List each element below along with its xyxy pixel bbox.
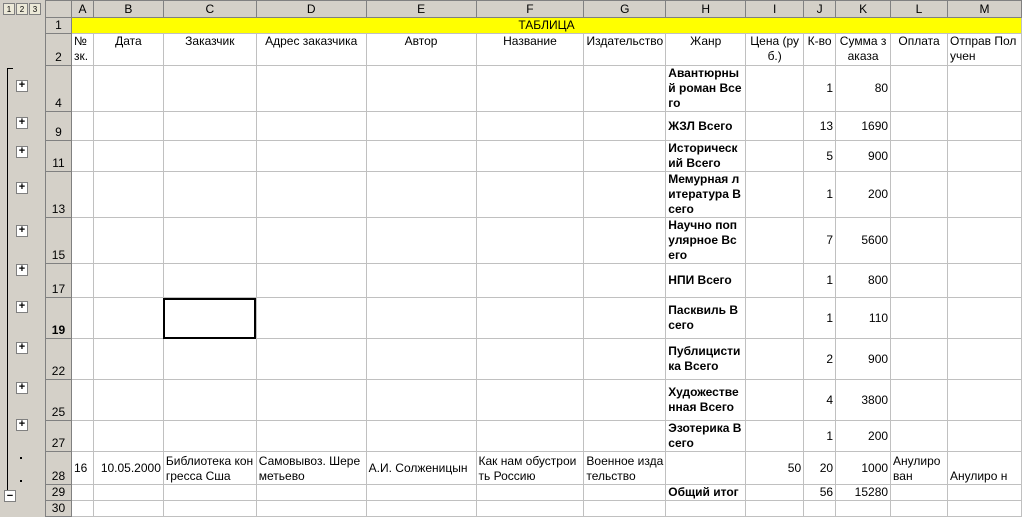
cell[interactable] <box>584 66 666 112</box>
cell[interactable] <box>746 66 804 112</box>
row-header[interactable]: 22 <box>46 339 72 380</box>
cell[interactable] <box>93 485 163 501</box>
cell[interactable] <box>584 112 666 141</box>
sum-subtotal[interactable]: 200 <box>836 421 891 452</box>
cell[interactable] <box>71 501 93 517</box>
row-header[interactable]: 15 <box>46 218 72 264</box>
cell[interactable] <box>366 485 476 501</box>
genre-subtotal-label[interactable]: Мемурная литература Всего <box>666 172 746 218</box>
row-header[interactable]: 17 <box>46 264 72 298</box>
table-title-cell[interactable]: ТАБЛИЦА <box>71 18 1021 34</box>
row-header[interactable]: 27 <box>46 421 72 452</box>
expand-group-button[interactable]: + <box>16 182 28 194</box>
sum-subtotal[interactable]: 3800 <box>836 380 891 421</box>
cell[interactable] <box>891 380 948 421</box>
cell[interactable] <box>93 112 163 141</box>
cell[interactable] <box>746 172 804 218</box>
header-cell-customer[interactable]: Заказчик <box>163 34 256 66</box>
header-cell-date[interactable]: Дата <box>93 34 163 66</box>
grand-total-sum[interactable]: 15280 <box>836 485 891 501</box>
cell[interactable] <box>163 66 256 112</box>
cell[interactable] <box>163 339 256 380</box>
column-header-j[interactable]: J <box>804 1 836 18</box>
expand-group-button[interactable]: + <box>16 225 28 237</box>
cell[interactable] <box>476 380 584 421</box>
cell[interactable] <box>584 339 666 380</box>
cell[interactable] <box>71 339 93 380</box>
cell[interactable] <box>71 421 93 452</box>
genre-subtotal-label[interactable]: Авантюрный роман Всего <box>666 66 746 112</box>
sum-subtotal[interactable]: 900 <box>836 339 891 380</box>
select-all-corner[interactable] <box>46 1 72 18</box>
customer-cell[interactable]: Библиотека конгресса Сша <box>163 452 256 485</box>
cell[interactable] <box>71 172 93 218</box>
cell[interactable] <box>256 501 366 517</box>
header-cell-sum[interactable]: Сумма заказа <box>836 34 891 66</box>
row-header[interactable]: 2 <box>46 34 72 66</box>
cell[interactable] <box>947 66 1021 112</box>
cell[interactable] <box>476 141 584 172</box>
cell[interactable] <box>93 339 163 380</box>
row-header[interactable]: 19 <box>46 298 72 339</box>
grand-total-label[interactable]: Общий итог <box>666 485 746 501</box>
cell[interactable] <box>891 66 948 112</box>
outline-bracket <box>7 68 13 492</box>
cell[interactable] <box>366 66 476 112</box>
qty-subtotal[interactable]: 2 <box>804 339 836 380</box>
header-cell-price[interactable]: Цена (руб.) <box>746 34 804 66</box>
cell[interactable] <box>584 421 666 452</box>
cell[interactable] <box>891 218 948 264</box>
qty-subtotal[interactable]: 1 <box>804 421 836 452</box>
cell[interactable] <box>947 380 1021 421</box>
sum-subtotal[interactable]: 5600 <box>836 218 891 264</box>
price-cell[interactable]: 50 <box>746 452 804 485</box>
qty-subtotal[interactable]: 1 <box>804 172 836 218</box>
row-header[interactable]: 28 <box>46 452 72 485</box>
cell[interactable] <box>71 141 93 172</box>
cell[interactable] <box>584 141 666 172</box>
outline-dot <box>20 480 22 482</box>
cell[interactable] <box>93 501 163 517</box>
cell[interactable] <box>746 501 804 517</box>
cell[interactable] <box>947 421 1021 452</box>
cell[interactable] <box>666 452 746 485</box>
book-title-cell[interactable]: Как нам обустроить Россию <box>476 452 584 485</box>
sum-subtotal[interactable]: 80 <box>836 66 891 112</box>
expand-group-button[interactable]: + <box>16 301 28 313</box>
cell[interactable] <box>836 501 891 517</box>
qty-subtotal[interactable]: 7 <box>804 218 836 264</box>
cell[interactable] <box>71 66 93 112</box>
header-cell-address[interactable]: Адрес заказчика <box>256 34 366 66</box>
header-cell-no[interactable]: № зк. <box>71 34 93 66</box>
column-header-b[interactable]: B <box>93 1 163 18</box>
cell[interactable] <box>366 501 476 517</box>
cell[interactable] <box>584 485 666 501</box>
cell[interactable] <box>256 66 366 112</box>
column-header-a[interactable]: A <box>71 1 93 18</box>
cell[interactable] <box>947 141 1021 172</box>
cell[interactable] <box>256 339 366 380</box>
column-header-g[interactable]: G <box>584 1 666 18</box>
selected-cell[interactable] <box>163 298 256 339</box>
row-header[interactable]: 4 <box>46 66 72 112</box>
outline-dot <box>20 457 22 459</box>
cell[interactable] <box>476 66 584 112</box>
outline-pane <box>0 0 46 506</box>
cell[interactable] <box>93 298 163 339</box>
cell[interactable] <box>891 298 948 339</box>
qty-subtotal[interactable]: 1 <box>804 298 836 339</box>
expand-group-button[interactable]: + <box>16 80 28 92</box>
cell[interactable] <box>366 298 476 339</box>
outline-level-2-button[interactable]: 2 <box>16 3 28 15</box>
cell[interactable] <box>746 380 804 421</box>
cell[interactable] <box>891 141 948 172</box>
cell[interactable] <box>71 380 93 421</box>
cell[interactable] <box>746 141 804 172</box>
genre-subtotal-label[interactable]: Историческ ий Всего <box>666 141 746 172</box>
expand-group-button[interactable]: + <box>16 146 28 158</box>
column-header-k[interactable]: K <box>836 1 891 18</box>
cell[interactable] <box>163 421 256 452</box>
cell[interactable] <box>584 380 666 421</box>
cell[interactable] <box>366 141 476 172</box>
qty-subtotal[interactable]: 5 <box>804 141 836 172</box>
cell[interactable] <box>947 339 1021 380</box>
expand-group-button[interactable]: + <box>16 264 28 276</box>
cell[interactable] <box>256 421 366 452</box>
cell[interactable] <box>366 421 476 452</box>
genre-subtotal-label[interactable]: Эзотерика Всего <box>666 421 746 452</box>
cell[interactable] <box>666 501 746 517</box>
cell[interactable] <box>71 112 93 141</box>
cell[interactable] <box>163 172 256 218</box>
cell[interactable] <box>947 218 1021 264</box>
cell[interactable] <box>93 66 163 112</box>
grand-total-qty[interactable]: 56 <box>804 485 836 501</box>
column-header-d[interactable]: D <box>256 1 366 18</box>
cell[interactable] <box>584 298 666 339</box>
qty-subtotal[interactable]: 4 <box>804 380 836 421</box>
cell[interactable] <box>891 172 948 218</box>
cell[interactable] <box>804 501 836 517</box>
cell[interactable] <box>891 501 948 517</box>
qty-subtotal[interactable]: 1 <box>804 264 836 298</box>
cell[interactable] <box>891 264 948 298</box>
cell[interactable] <box>891 112 948 141</box>
cell[interactable] <box>163 141 256 172</box>
cell[interactable] <box>476 218 584 264</box>
header-cell-payment[interactable]: Оплата <box>891 34 948 66</box>
sum-subtotal[interactable]: 800 <box>836 264 891 298</box>
cell[interactable] <box>584 218 666 264</box>
cell[interactable] <box>256 485 366 501</box>
worksheet-grid <box>45 0 1022 515</box>
cell[interactable] <box>163 485 256 501</box>
cell[interactable] <box>746 421 804 452</box>
publisher-cell[interactable]: Военное издательство <box>584 452 666 485</box>
cell[interactable] <box>947 112 1021 141</box>
collapse-group-button[interactable]: − <box>4 490 16 502</box>
expand-group-button[interactable]: + <box>16 382 28 394</box>
row-header[interactable]: 11 <box>46 141 72 172</box>
cell[interactable] <box>947 172 1021 218</box>
cell[interactable] <box>256 380 366 421</box>
author-cell[interactable]: А.И. Солженицын <box>366 452 476 485</box>
cell[interactable] <box>71 218 93 264</box>
cell[interactable] <box>746 485 804 501</box>
cell[interactable] <box>891 339 948 380</box>
cell[interactable] <box>947 501 1021 517</box>
cell[interactable] <box>366 218 476 264</box>
cell[interactable] <box>746 218 804 264</box>
qty-subtotal[interactable]: 1 <box>804 66 836 112</box>
cell[interactable] <box>476 264 584 298</box>
cell[interactable] <box>584 172 666 218</box>
genre-subtotal-label[interactable]: Публицисти ка Всего <box>666 339 746 380</box>
cell[interactable] <box>746 112 804 141</box>
genre-subtotal-label[interactable]: ЖЗЛ Всего <box>666 112 746 141</box>
order-number-cell[interactable]: 16 <box>71 452 93 485</box>
cell[interactable] <box>93 172 163 218</box>
row-header[interactable]: 13 <box>46 172 72 218</box>
sum-cell[interactable]: 1000 <box>836 452 891 485</box>
outline-level-1-button[interactable]: 1 <box>3 3 15 15</box>
column-header-h[interactable]: H <box>666 1 746 18</box>
cell[interactable] <box>746 339 804 380</box>
cell[interactable] <box>71 485 93 501</box>
cell[interactable] <box>256 112 366 141</box>
payment-cell[interactable]: Анулиро ван <box>891 452 948 485</box>
cell[interactable] <box>476 485 584 501</box>
cell[interactable] <box>366 264 476 298</box>
row-header[interactable]: 1 <box>46 18 72 34</box>
cell[interactable] <box>256 298 366 339</box>
cell[interactable] <box>947 298 1021 339</box>
column-header-l[interactable]: L <box>891 1 948 18</box>
sum-subtotal[interactable]: 110 <box>836 298 891 339</box>
cell[interactable] <box>366 112 476 141</box>
cell[interactable] <box>947 485 1021 501</box>
cell[interactable] <box>93 380 163 421</box>
expand-group-button[interactable]: + <box>16 342 28 354</box>
cell[interactable] <box>163 380 256 421</box>
qty-cell[interactable]: 20 <box>804 452 836 485</box>
column-header-f[interactable]: F <box>476 1 584 18</box>
genre-subtotal-label[interactable]: НПИ Всего <box>666 264 746 298</box>
cell[interactable] <box>476 501 584 517</box>
cell[interactable] <box>163 218 256 264</box>
header-cell-author[interactable]: Автор <box>366 34 476 66</box>
cell[interactable] <box>584 501 666 517</box>
genre-subtotal-label[interactable]: Научно популярное Всего <box>666 218 746 264</box>
column-header-i[interactable]: I <box>746 1 804 18</box>
cell[interactable] <box>163 112 256 141</box>
cell[interactable] <box>891 485 948 501</box>
cell[interactable] <box>891 421 948 452</box>
cell[interactable] <box>476 298 584 339</box>
spreadsheet-table <box>45 0 1022 517</box>
cell[interactable] <box>93 264 163 298</box>
cell[interactable] <box>746 298 804 339</box>
cell[interactable] <box>256 141 366 172</box>
cell[interactable] <box>947 264 1021 298</box>
cell[interactable] <box>71 264 93 298</box>
column-header-e[interactable]: E <box>366 1 476 18</box>
date-cell[interactable]: 10.05.2000 <box>93 452 163 485</box>
row-header[interactable]: 29 <box>46 485 72 501</box>
shipped-cell[interactable]: Анулиро н <box>947 452 1021 485</box>
cell[interactable] <box>366 172 476 218</box>
row-header[interactable]: 9 <box>46 112 72 141</box>
cell[interactable] <box>476 172 584 218</box>
sum-subtotal[interactable]: 1690 <box>836 112 891 141</box>
sum-subtotal[interactable]: 900 <box>836 141 891 172</box>
cell[interactable] <box>93 218 163 264</box>
qty-subtotal[interactable]: 13 <box>804 112 836 141</box>
header-cell-shipped[interactable]: Отправ Получен <box>947 34 1021 66</box>
cell[interactable] <box>256 218 366 264</box>
row-header[interactable]: 25 <box>46 380 72 421</box>
header-cell-title[interactable]: Название <box>476 34 584 66</box>
cell[interactable] <box>93 141 163 172</box>
cell[interactable] <box>256 172 366 218</box>
cell[interactable] <box>746 264 804 298</box>
cell[interactable] <box>366 339 476 380</box>
cell[interactable] <box>71 298 93 339</box>
cell[interactable] <box>584 264 666 298</box>
cell[interactable] <box>366 380 476 421</box>
cell[interactable] <box>93 421 163 452</box>
column-header-c[interactable]: C <box>163 1 256 18</box>
header-cell-publisher[interactable]: Издательство <box>584 34 666 66</box>
expand-group-button[interactable]: + <box>16 117 28 129</box>
header-cell-qty[interactable]: К-во <box>804 34 836 66</box>
sum-subtotal[interactable]: 200 <box>836 172 891 218</box>
header-cell-genre[interactable]: Жанр <box>666 34 746 66</box>
cell[interactable] <box>476 112 584 141</box>
genre-subtotal-label[interactable]: Пасквиль Всего <box>666 298 746 339</box>
cell[interactable] <box>476 339 584 380</box>
outline-level-3-button[interactable]: 3 <box>29 3 41 15</box>
cell[interactable] <box>163 264 256 298</box>
expand-group-button[interactable]: + <box>16 419 28 431</box>
genre-subtotal-label[interactable]: Художестве нная Всего <box>666 380 746 421</box>
cell[interactable] <box>256 264 366 298</box>
row-header[interactable]: 30 <box>46 501 72 517</box>
cell[interactable] <box>476 421 584 452</box>
cell[interactable] <box>163 501 256 517</box>
column-header-m[interactable]: M <box>947 1 1021 18</box>
address-cell[interactable]: Самовывоз. Шереметьево <box>256 452 366 485</box>
